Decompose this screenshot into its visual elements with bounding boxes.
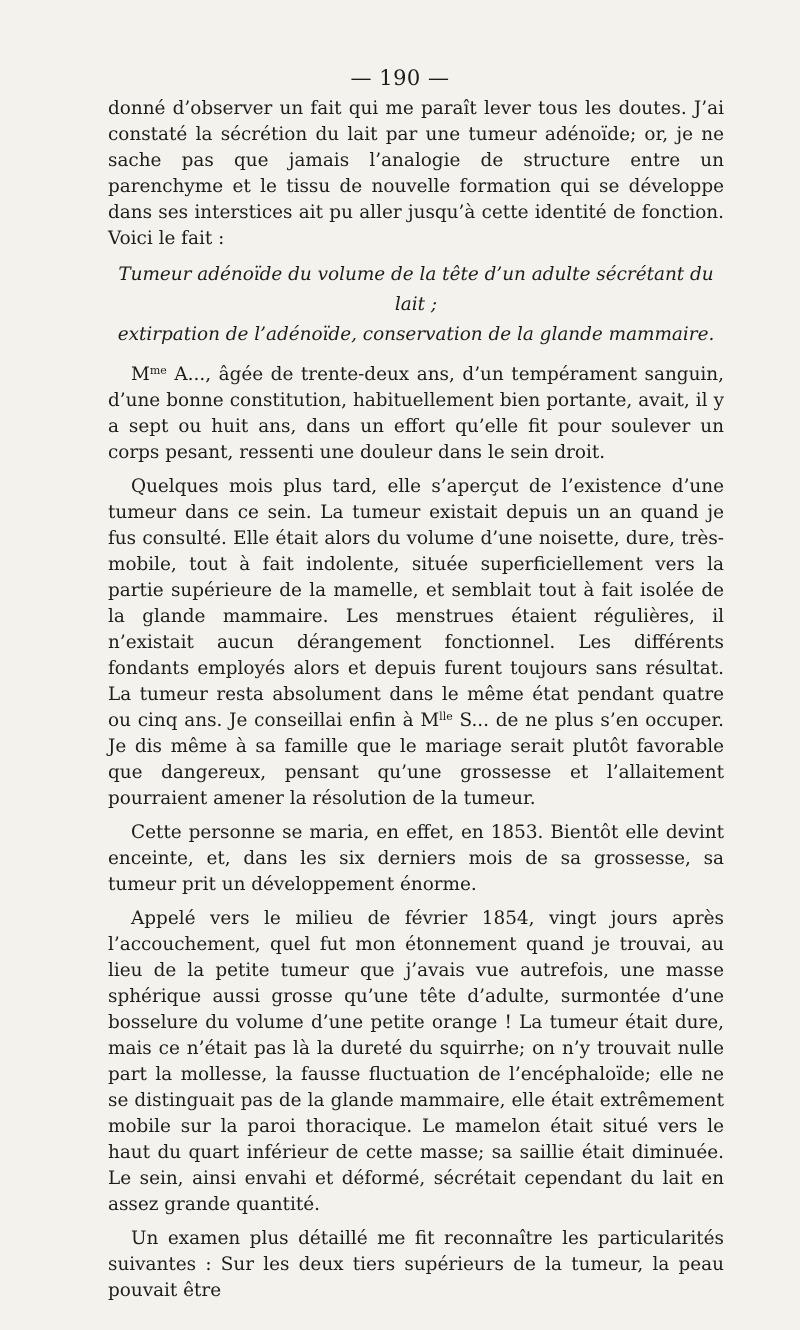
page-number: — 190 — xyxy=(350,66,450,90)
paragraph-2-superscript: me xyxy=(149,364,167,377)
paragraph-2-text: A..., âgée de trente-deux ans, d’un tempérament sanguin, d’une bonne constitution, habituellement bien portante, avait, il y a sept ou huit ans, dans un effort qu’elle fit pour soulever un corps pesant, ressenti une douleur dans le sein droit. xyxy=(108,364,724,463)
paragraph-3-part-2: S... de ne plus s’en occuper. Je dis même à sa famille que le mariage serait plutôt favorable que dangereux, pensant qu’une grossesse et l’allaitement pourraient amener la résolution de la tumeur. xyxy=(108,710,724,809)
case-title-line-2: extirpation de l’adénoïde, conservation de la glande mammaire. xyxy=(117,324,715,345)
paragraph-3 xyxy=(108,474,724,812)
paragraph-3-superscript: lle xyxy=(439,710,453,723)
paragraph-3-part-1: Quelques mois plus tard, elle s’aperçut de l’existence d’une tumeur dans ce sein. La tumeur existait depuis un an quand je fus consulté. Elle était alors du volume d’une noisette, dure, très-mobile, tout à fait indolente, située superficiellement vers la partie supérieure de la mamelle, et semblait tout à fait isolée de la glande mammaire. Les menstrues étaient régulières, il n’existait aucun dérangement fonctionnel. Les différents fondants employés alors et depuis furent toujours sans résultat. La tumeur resta absolument dans le même état pendant quatre ou cinq ans. Je conseillai enfin à M xyxy=(108,476,724,731)
case-title xyxy=(108,260,724,350)
paragraph-2-lead: M xyxy=(131,364,150,385)
paragraph-4: Cette personne se maria, en effet, en 1853. Bientôt elle devint enceinte, et, dans les six derniers mois de sa grossesse, sa tumeur prit un développement énorme. xyxy=(108,822,724,895)
paragraph-6: Un examen plus détaillé me fit reconnaître les particularités suivantes : Sur les deux tiers supérieurs de la tumeur, la peau pouvait être xyxy=(108,1228,724,1301)
paragraph-5: Appelé vers le milieu de février 1854, vingt jours après l’accouchement, quel fut mon étonnement quand je trouvai, au lieu de la petite tumeur que j’avais vue autrefois, une masse sphérique aussi grosse qu’une tête d’adulte, surmontée d’une bosselure du volume d’une petite orange ! La tumeur était dure, mais ce n’était pas là la dureté du squirrhe; on n’y trouvait nulle part la mollesse, la fausse fluctuation de l’encéphaloïde; elle ne se distinguait pas de la glande mammaire, elle était extrêmement mobile sur la paroi thoracique. Le mamelon était situé vers le haut du quart inférieur de cette masse; sa saillie était diminuée. Le sein, ainsi envahi et déformé, sécrétait cependant du lait en assez grande quantité. xyxy=(108,908,724,1215)
paragraph-2 xyxy=(108,362,724,466)
case-title-line-1: Tumeur adénoïde du volume de la tête d’un adulte sécrétant du lait ; xyxy=(118,264,714,315)
paragraph-1: donné d’observer un fait qui me paraît lever tous les doutes. J’ai constaté la sécrétion du lait par une tumeur adénoïde; or, je ne sache pas que jamais l’analogie de structure entre un parenchyme et le tissu de nouvelle formation qui se développe dans ses interstices ait pu aller jusqu’à cette identité de fonction. Voici le fait : xyxy=(108,98,724,249)
body-text xyxy=(108,96,724,1312)
